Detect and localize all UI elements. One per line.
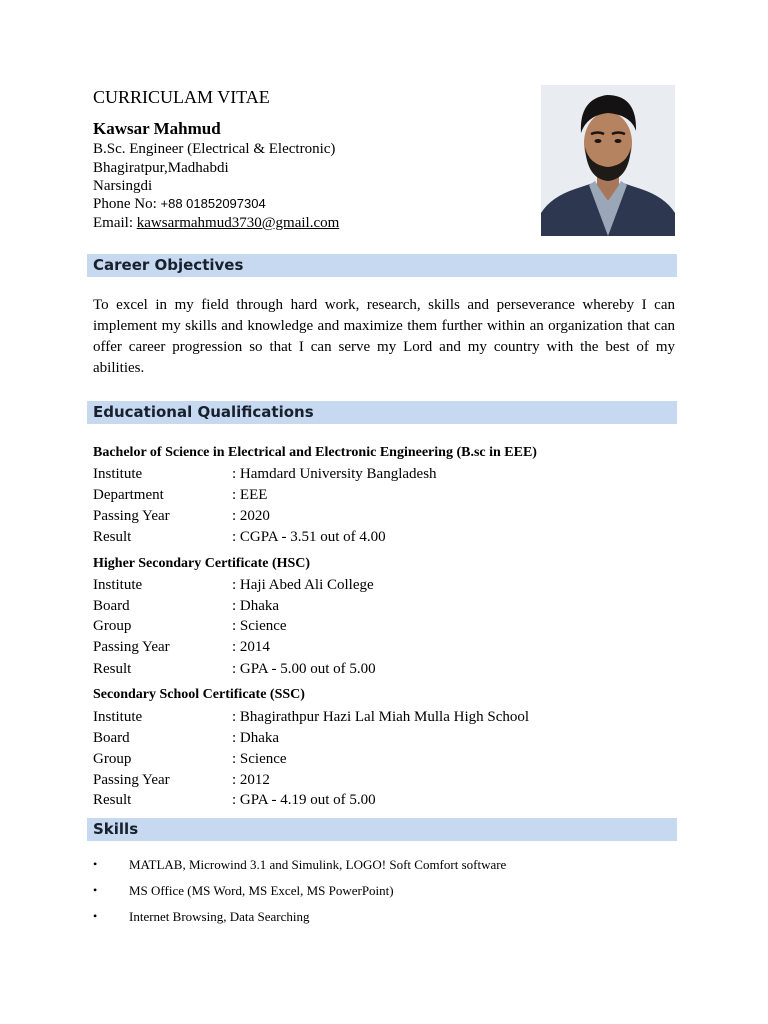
phone-label: Phone No:	[93, 196, 161, 212]
career-objective-text: To excel in my field through hard work, research, skills and perseverance whereby I can implement my skills and knowledge and maximize them further within an organization that can offer career progression so that I can serve my Lord and my country with the best of my abilities.	[93, 297, 675, 376]
section-header-career	[87, 254, 677, 277]
degree-title-ssc: Secondary School Certificate (SSC)	[93, 687, 305, 702]
row-label: Institute	[93, 466, 143, 482]
row-label: Department	[93, 487, 164, 503]
skill-text: Internet Browsing, Data Searching	[129, 909, 310, 924]
row-value: : GPA - 5.00 out of 5.00	[232, 661, 376, 677]
email-link[interactable]: kawsarmahmud3730@gmail.com	[136, 215, 340, 231]
row-value: : Dhaka	[232, 598, 280, 614]
degree-line: B.Sc. Engineer (Electrical & Electronic)	[93, 141, 336, 157]
degree-title-bsc: Bachelor of Science in Electrical and Electronic Engineering (B.sc in EEE)	[93, 445, 537, 460]
skill-text: MATLAB, Microwind 3.1 and Simulink, LOGO! Soft Comfort software	[129, 857, 507, 872]
address-line-2: Narsingdi	[93, 178, 153, 194]
row-label: Group	[93, 751, 132, 767]
row-value: : Hamdard University Bangladesh	[232, 466, 437, 482]
row-label: Result	[93, 661, 132, 677]
row-value: : Bhagirathpur Hazi Lal Miah Mulla High School	[232, 709, 530, 725]
document-title: CURRICULAM VITAE	[93, 87, 270, 107]
bullet-icon: •	[93, 857, 98, 871]
row-value: : GPA - 4.19 out of 5.00	[232, 792, 376, 808]
row-value: : Dhaka	[232, 730, 280, 746]
row-value: : Science	[232, 751, 287, 767]
row-value: : CGPA - 3.51 out of 4.00	[232, 529, 386, 545]
row-value: : 2020	[232, 508, 270, 524]
row-label: Result	[93, 529, 132, 545]
section-title-education: Educational Qualifications	[93, 403, 314, 421]
row-value: : EEE	[232, 487, 268, 503]
row-label: Institute	[93, 709, 143, 725]
row-label: Passing Year	[93, 508, 170, 524]
email-label: Email:	[93, 215, 137, 231]
skill-text: MS Office (MS Word, MS Excel, MS PowerPoint)	[129, 883, 394, 898]
row-value: : 2012	[232, 772, 270, 788]
bullet-icon: •	[93, 909, 98, 923]
row-label: Group	[93, 618, 132, 634]
section-header-skills	[87, 818, 677, 841]
degree-title-hsc: Higher Secondary Certificate (HSC)	[93, 556, 311, 571]
profile-photo-icon	[541, 85, 675, 236]
bullet-icon: •	[93, 883, 98, 897]
row-value: : Science	[232, 618, 287, 634]
address-line-1: Bhagiratpur,Madhabdi	[93, 160, 229, 176]
row-value: : Haji Abed Ali College	[232, 577, 374, 593]
row-label: Result	[93, 792, 132, 808]
phone-line	[93, 195, 266, 213]
candidate-name: Kawsar Mahmud	[93, 119, 221, 138]
row-label: Board	[93, 730, 130, 746]
section-title-skills: Skills	[93, 820, 139, 838]
email-line	[93, 214, 339, 232]
section-header-education	[87, 401, 677, 424]
row-label: Passing Year	[93, 639, 170, 655]
row-value: : 2014	[232, 639, 270, 655]
row-label: Passing Year	[93, 772, 170, 788]
phone-number: +88 01852097304	[160, 196, 266, 211]
row-label: Board	[93, 598, 130, 614]
profile-photo	[541, 85, 675, 236]
section-title-career: Career Objectives	[93, 256, 244, 274]
row-label: Institute	[93, 577, 143, 593]
